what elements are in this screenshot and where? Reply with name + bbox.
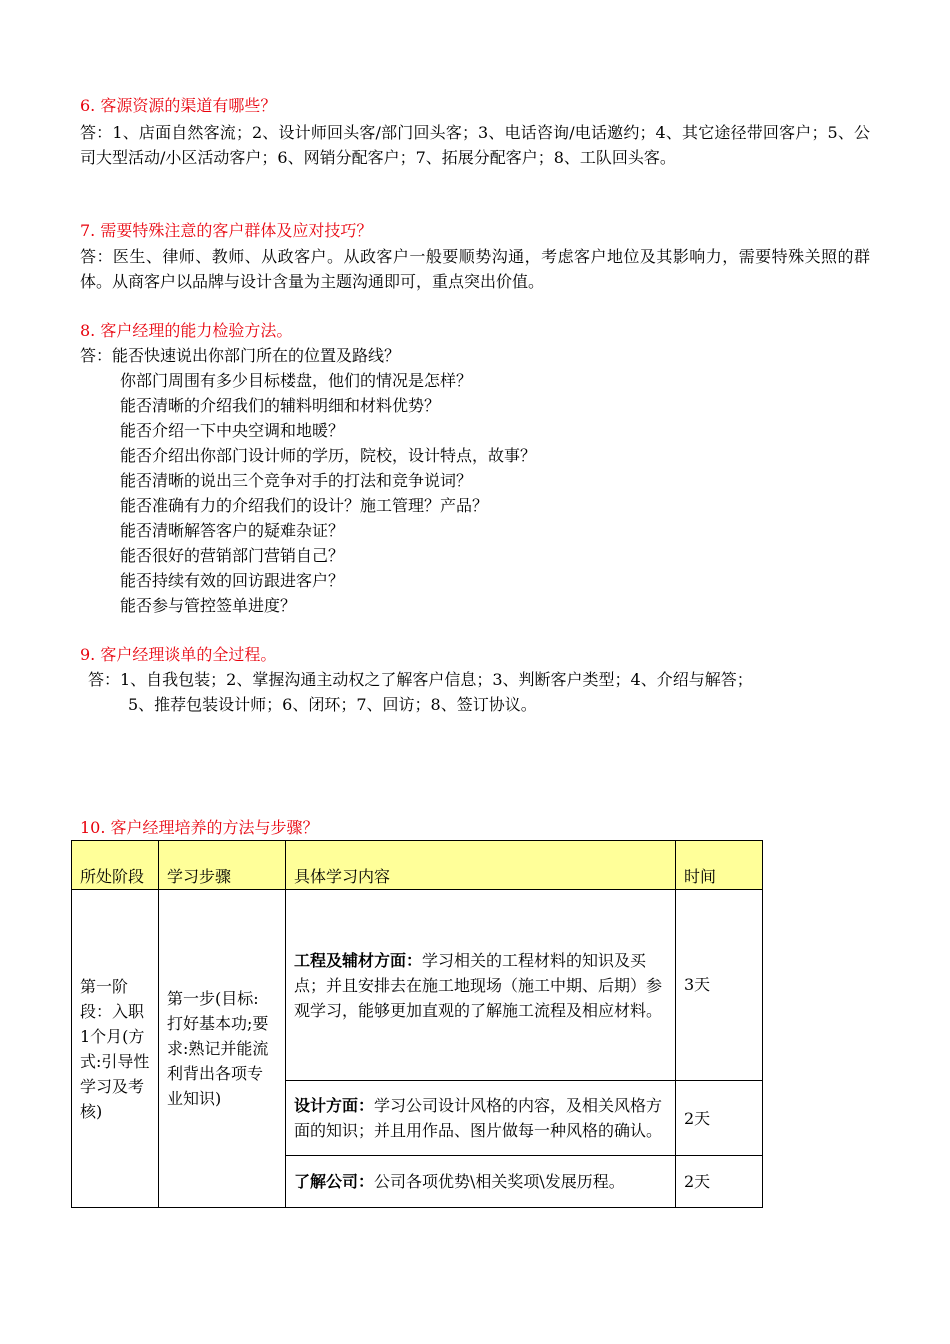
question-9-answer-line: 5、推荐包装设计师；6、闭环；7、回访；8、签订协议。 — [128, 695, 537, 714]
table-row — [72, 890, 763, 1081]
question-8-item: 能否介绍出你部门设计师的学历，院校，设计特点，故事？ — [120, 446, 537, 465]
question-10-title: 10. 客户经理培养的方法与步骤？ — [80, 818, 319, 837]
question-8-item: 能否准确有力的介绍我们的设计？施工管理？产品？ — [120, 496, 489, 515]
content-label: 设计方面： — [294, 1096, 375, 1115]
question-8-item: 能否介绍一下中央空调和地暖？ — [120, 421, 345, 440]
content-cell — [286, 1156, 676, 1208]
content-text: 学习相关的工程材料的知识及买点；并且安排去在施工地现场（施工中期、后期）参观学习，能够更加直观的了解施工流程及相应材料。 — [294, 950, 663, 1020]
step-cell: 第一步(目标:打好基本功;要求:熟记并能流利背出各项专业知识) — [159, 890, 286, 1208]
question-6-title: 6. 客源资源的渠道有哪些？ — [80, 96, 277, 115]
content-cell — [286, 890, 676, 1081]
question-9-title: 9. 客户经理谈单的全过程。 — [80, 645, 277, 664]
question-9-answer-line: 答：1、自我包装；2、掌握沟通主动权之了解客户信息；3、判断客户类型；4、介绍与解答； — [88, 670, 753, 689]
question-6-answer: 答：1、店面自然客流；2、设计师回头客/部门回头客；3、电话咨询/电话邀约；4、其它途径带回客户；5、公司大型活动/小区活动客户；6、网销分配客户；7、拓展分配客户；8、工队回头客。 — [80, 123, 870, 167]
time-cell: 2天 — [676, 1156, 763, 1208]
question-8-item: 能否清晰的说出三个竞争对手的打法和竞争说词？ — [120, 471, 473, 490]
time-cell: 2天 — [676, 1081, 763, 1156]
header-stage: 所处阶段 — [72, 841, 159, 890]
question-8-item: 能否参与管控签单进度？ — [120, 596, 297, 615]
stage-cell: 第一阶段：入职1个月(方式:引导性学习及考核) — [72, 890, 159, 1208]
time-cell: 3天 — [676, 890, 763, 1081]
content-text: 公司各项优势\相关奖项\发展历程。 — [374, 1172, 625, 1191]
question-8-item: 能否持续有效的回访跟进客户？ — [120, 571, 345, 590]
content-cell — [286, 1081, 676, 1156]
question-8-title: 8. 客户经理的能力检验方法。 — [80, 321, 293, 340]
question-9-answer — [88, 667, 753, 717]
question-7-title: 7. 需要特殊注意的客户群体及应对技巧？ — [80, 221, 373, 240]
question-8-item: 能否很好的营销部门营销自己？ — [120, 546, 345, 565]
content-label: 了解公司： — [294, 1172, 375, 1191]
question-7-answer: 答：医生、律师、教师、从政客户。从政客户一般要顺势沟通，考虑客户地位及其影响力，需要特殊关照的群体。从商客户以品牌与设计含量为主题沟通即可，重点突出价值。 — [80, 247, 870, 291]
content-label: 工程及辅材方面： — [294, 950, 423, 970]
question-8-item: 能否清晰解答客户的疑难杂证？ — [120, 521, 345, 540]
table-header-row — [72, 841, 763, 890]
question-8-item: 答：能否快速说出你部门所在的位置及路线？ — [80, 346, 401, 365]
training-plan-table — [71, 840, 763, 1208]
question-8-item: 你部门周围有多少目标楼盘，他们的情况是怎样？ — [120, 371, 473, 390]
header-step: 学习步骤 — [159, 841, 286, 890]
question-8-list — [80, 343, 536, 618]
content-text: 学习公司设计风格的内容，及相关风格方面的知识；并且用作品、图片做每一种风格的确认。 — [294, 1096, 663, 1140]
header-content: 具体学习内容 — [286, 841, 676, 890]
question-8-item: 能否清晰的介绍我们的辅料明细和材料优势？ — [120, 396, 441, 415]
header-time: 时间 — [676, 841, 763, 890]
